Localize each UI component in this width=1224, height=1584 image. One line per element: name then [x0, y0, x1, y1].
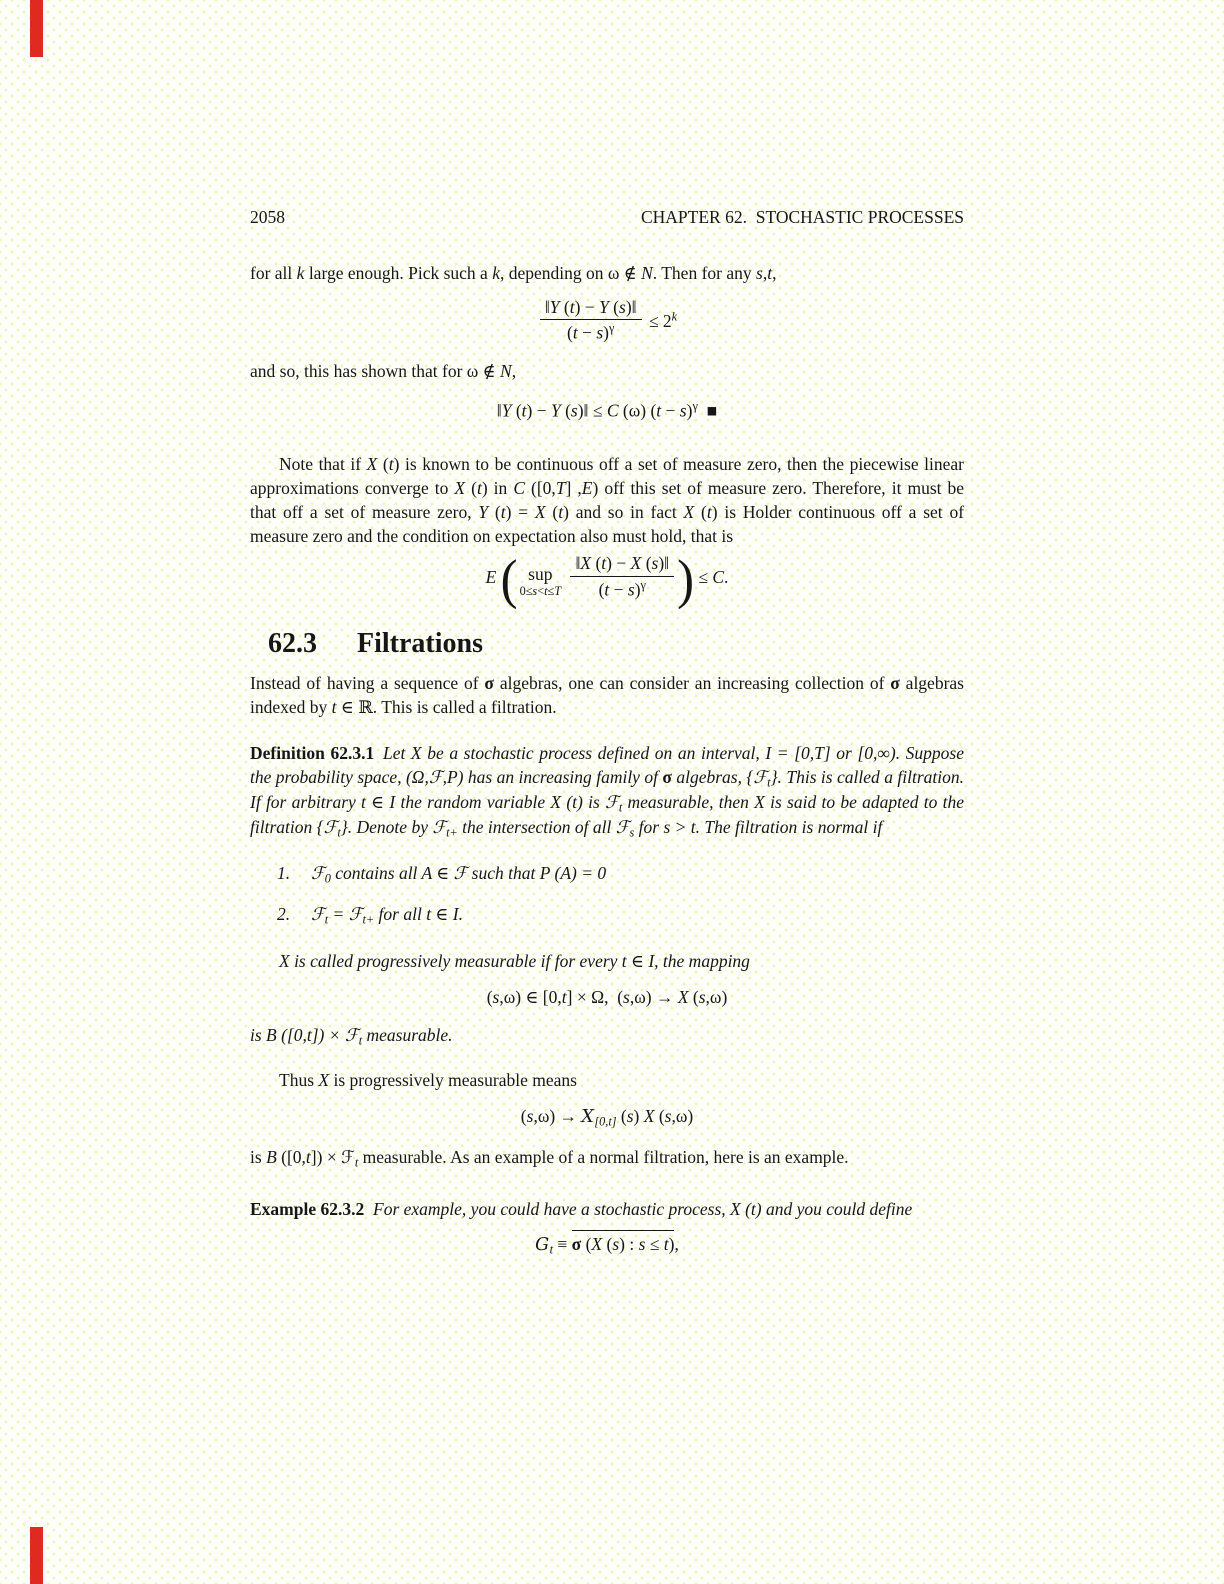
num: ‖Y (t) − Y (s)‖ [544, 296, 637, 317]
bot: 0≤s<t≤T [519, 584, 562, 599]
list-item-2 [277, 903, 964, 928]
formula-quotient-bound: $\frac{‖Y (t) - Y (s)‖}{(t - s)^\gamma}$ ≤ $2^k$ [250, 298, 964, 348]
paragraph-intro: for all k large enough. Pick such a k, depending on ω ∉ N. Then for any s,t, [250, 262, 777, 283]
overline-group: σ (X (s) : s ≤ t) [572, 1230, 675, 1257]
fraction [540, 296, 642, 346]
example-62-3-2: Example 62.3.2 For example, you could have a stochastic process, X (t) and you could define [250, 1198, 913, 1219]
paragraph-measurable-2: is B ([0,t]) × ℱ$_t$ measurable. As an example of a normal filtration, here is an example. [250, 1147, 849, 1171]
red-edge-mark-top [30, 0, 43, 57]
list-item-2-number: 2. [277, 904, 291, 925]
fraction [570, 552, 674, 602]
list-item-1-number: 1. [277, 862, 291, 883]
limits-stack [520, 563, 562, 599]
list-item-1 [277, 862, 964, 887]
paragraph-and-so: and so, this has shown that for ω ∉ N, [250, 360, 517, 381]
page-number: 2058 [250, 207, 285, 227]
section-heading [268, 627, 964, 661]
den: $(t - s)^\gamma$ [570, 576, 674, 603]
list-item-1-text: ℱ$_0$ contains all A ∈ ℱ such that P (A) = 0 [311, 862, 607, 886]
paragraph-filtration-intro: Instead of having a sequence of σ algebras, one can consider an increasing collection of σ algebras indexed by t ∈ ℝ. This is called a filtration. [250, 673, 964, 718]
list-item-2-text: ℱ$_t$ = ℱ$_{t+}$ for all t ∈ I. [311, 904, 463, 927]
formula-indicator-composition: $(s,\omega) \to X_{[0,t]}$ (s) X (s,ω) [520, 1106, 694, 1129]
formula-mapping: (s,ω) ∈ [0,t] × Ω, (s,ω) → X (s,ω) [486, 987, 728, 1008]
section-number: 62.3 [268, 627, 317, 659]
page-header [250, 206, 964, 230]
section-title: Filtrations [357, 627, 483, 659]
paragraph-progressively-measurable: X is called progressively measurable if for every t ∈ I, the mapping [279, 951, 750, 972]
chapter-running-header: CHAPTER 62. STOCHASTIC PROCESSES [640, 207, 964, 227]
page-content [250, 0, 964, 1258]
paragraph-measurable-1: is B ([0,t]) × ℱ$_t$ measurable. [250, 1024, 453, 1048]
formula-holder-estimate: ‖Y (t) − Y (s)‖ ≤ C (ω) $(t - s)^\gamma$ ■ [496, 398, 718, 421]
formula-sigma-algebra: $G_t \equiv \sigma$ (X (s) : s ≤ t), [250, 1230, 964, 1258]
paragraph-note: Note that if X (t) is known to be continuous off a set of measure zero, then the piecewise linear approximations converge to X (t) in C ([0,T] ,E) off this set of measure zero. Therefore, it must be that off a set of measure zero, Y (t) = X (t) and so in fact X (t) is Holder continuous off a set of measure zero and the condition on expectation also must hold, that is [250, 454, 965, 546]
formula-expectation-sup: E ( sup 0≤s<t≤T $\frac{‖X (t) - X (s)‖}{(t - s)^\gamma}$ ) ≤ C. [485, 548, 729, 609]
num: ‖X (t) − X (s)‖ [575, 553, 670, 574]
red-edge-mark-bottom [30, 1527, 43, 1584]
definition-62-3-1: Definition 62.3.1 Let X be a stochastic process defined on an interval, I = [0,T] or [0,∞). Suppose the probability space, (Ω,ℱ,P) has an increasing family of σ algebras, {ℱ$_t$}. This is called a filtration. If for arbitrary t ∈ I the random variable X (t) is ℱ$_t$ measurable, then X is said to be adapted to the filtration {ℱ$_t$}. Denote by ℱ$_{t+}$ the intersection of all ℱ$_s$ for s > t. The filtration is normal if [250, 742, 964, 841]
den: $(t - s)^\gamma$ [540, 319, 642, 346]
paragraph-thus: Thus X is progressively measurable means [279, 1070, 577, 1091]
top: sup [528, 564, 553, 585]
